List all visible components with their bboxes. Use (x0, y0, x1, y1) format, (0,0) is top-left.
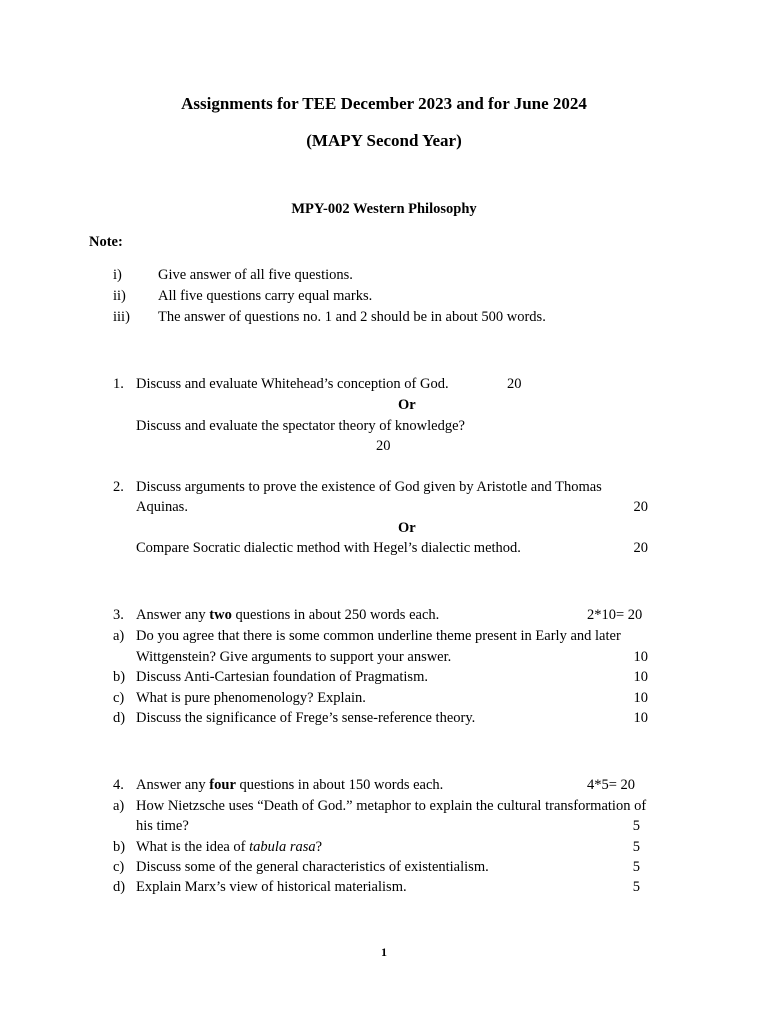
note-number: i) (113, 267, 122, 283)
note-label: Note: (89, 234, 123, 250)
question-2-number: 2. (113, 479, 124, 495)
question-2b-text: Compare Socratic dialectic method with Hegel’s dialectic method. (136, 540, 521, 556)
question-4c-text: Discuss some of the general characteristics of existentialism. (136, 859, 489, 875)
question-1b-text: Discuss and evaluate the spectator theory of knowledge? (136, 418, 465, 434)
question-4a-text-continued: his time? (136, 818, 189, 834)
question-4b-text: What is the idea of tabula rasa? (136, 839, 323, 855)
question-3a-text: Do you agree that there is some common underline theme present in Early and later (136, 628, 621, 644)
document-title: Assignments for TEE December 2023 and for June 2024 (181, 94, 587, 113)
question-3b-marks: 10 (633, 669, 648, 685)
note-text: The answer of questions no. 1 and 2 should be in about 500 words. (158, 309, 546, 325)
question-4d-text: Explain Marx’s view of historical materialism. (136, 879, 407, 895)
document-subtitle: (MAPY Second Year) (306, 131, 462, 150)
question-2a-marks: 20 (633, 499, 648, 515)
question-3-number: 3. (113, 607, 124, 623)
question-1b-marks: 20 (376, 438, 391, 454)
question-4a-label: a) (113, 798, 125, 814)
question-3b-text: Discuss Anti-Cartesian foundation of Pragmatism. (136, 669, 428, 685)
question-4-number: 4. (113, 777, 124, 793)
question-1-number: 1. (113, 376, 124, 392)
or-label: Or (398, 520, 416, 536)
question-3d-label: d) (113, 710, 126, 726)
question-4-intro: Answer any four questions in about 150 words each. (136, 777, 444, 793)
question-4b-marks: 5 (632, 839, 640, 855)
question-2b-marks: 20 (633, 540, 648, 556)
or-label: Or (398, 397, 416, 413)
question-4a-marks: 5 (632, 818, 640, 834)
question-4d-label: d) (113, 879, 126, 895)
note-number: iii) (113, 309, 130, 325)
question-4d-marks: 5 (632, 879, 640, 895)
question-4c-marks: 5 (632, 859, 640, 875)
question-3a-label: a) (113, 628, 125, 644)
question-3a-text-continued: Wittgenstein? Give arguments to support your answer. (136, 649, 452, 665)
question-1a-marks: 20 (507, 376, 522, 392)
question-3-total-marks: 2*10= 20 (587, 607, 643, 623)
question-1a-text: Discuss and evaluate Whitehead’s conception of God. (136, 376, 449, 392)
note-number: ii) (113, 288, 126, 304)
question-3b-label: b) (113, 669, 126, 685)
page-number: 1 (381, 945, 387, 959)
question-2a-text: Discuss arguments to prove the existence of God given by Aristotle and Thomas (136, 479, 602, 495)
question-3c-marks: 10 (633, 690, 648, 706)
question-4-total-marks: 4*5= 20 (587, 777, 636, 793)
question-3d-text: Discuss the significance of Frege’s sense-reference theory. (136, 710, 476, 726)
question-3d-marks: 10 (633, 710, 648, 726)
note-text: All five questions carry equal marks. (158, 288, 373, 304)
question-4b-label: b) (113, 839, 126, 855)
question-4a-text: How Nietzsche uses “Death of God.” metaphor to explain the cultural transformation of (136, 798, 647, 814)
question-3-intro: Answer any two questions in about 250 words each. (136, 607, 440, 623)
note-text: Give answer of all five questions. (158, 267, 353, 283)
question-4c-label: c) (113, 859, 125, 875)
question-2a-text-continued: Aquinas. (136, 499, 188, 515)
question-3a-marks: 10 (633, 649, 648, 665)
question-3c-text: What is pure phenomenology? Explain. (136, 690, 366, 706)
course-title: MPY-002 Western Philosophy (291, 201, 477, 217)
question-3c-label: c) (113, 690, 125, 706)
